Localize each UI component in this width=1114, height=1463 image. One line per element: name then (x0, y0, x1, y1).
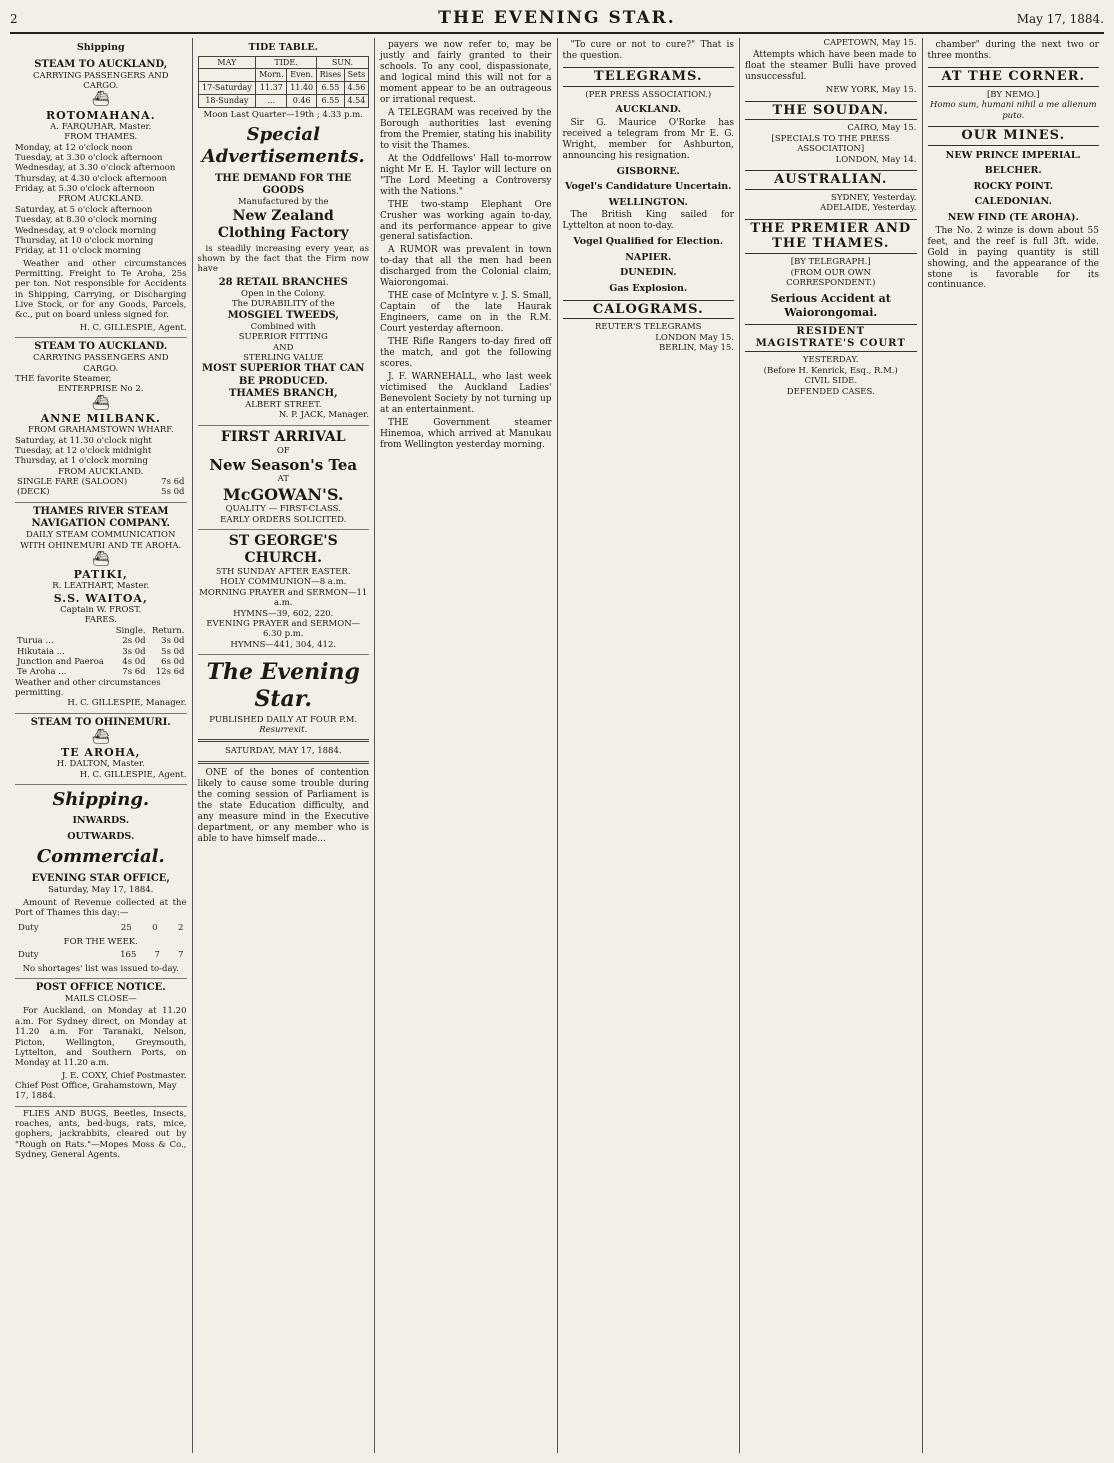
column-4: "To cure or not to cure?" That is the question. TELEGRAMS. (PER PRESS ASSOCIATION.) AUCKLAND. Sir G. Maurice O'Rorke has received a telegram from Mr E. G. Wright, member for Ashburton, announcing his resignation. GISBORNE. Vogel's Candidature Uncertain. WELLINGTON. The British King sailed for Lyttelton at noon to-day. Vogel Qualified for Election. NAPIER. DUNEDIN. Gas Explosion. CALOGRAMS. REUTER'S TELEGRAMS LONDON May 15. BERLIN, May 15. (558, 38, 741, 1453)
steamship-icon: ⛴ (91, 91, 110, 108)
column-2: TIDE TABLE. MAY TIDE. SUN. Morn. Even. Rises Sets 17-Saturday 11.37 11.40 6.55 4.56 18-Sunday ... 0.46 6.55 4.54 Moon Last Quarter—19th ; 4.33 p.m. Special Advertisements. THE DEMAND FOR THE GOODS Manufactured by the New Zealand Clothing Factory is steadily increasing every year, as shown by the fact that the Firm now have 28 RETAIL BRANCHES Open in the Colony. The DURABILITY of the MOSGIEL TWEEDS, Combined with SUPERIOR FITTING AND STERLING VALUE MOST SUPERIOR THAT CAN BE PRODUCED. THAMES BRANCH, ALBERT STREET. N. P. JACK, Manager. FIRST ARRIVAL OF New Season's Tea AT McGOWAN'S. QUALITY — FIRST-CLASS. EARLY ORDERS SOLICITED. ST GEORGE'S CHURCH. 5TH SUNDAY AFTER EASTER. HOLY COMMUNION—8 a.m. MORNING PRAYER and SERMON—11 a.m. HYMNS—39, 602, 220. EVENING PRAYER and SERMON—6.30 p.m. HYMNS—441, 304, 412. The Evening Star. PUBLISHED DAILY AT FOUR P.M. Resurrexit. SATURDAY, MAY 17, 1884. ONE of the bones of contention likely to cause some trouble during the coming session of Parliament is the state Education difficulty, and any measure mind in the Executive department, or any member who is able to have himself made... (193, 38, 376, 1453)
table-row: Junction and Paeroa 4s 0d 6s 0d (17, 656, 185, 667)
column-6: chamber" during the next two or three months. AT THE CORNER. [BY NEMO.] Homo sum, humani nihil a me alienum puto. OUR MINES. NEW PRINCE IMPERIAL. BELCHER. ROCKY POINT. CALEDONIAN. NEW FIND (TE AROHA). The No. 2 winze is down about 55 feet, and the reef is full 3ft. wide. Gold in paying quantity is still showing, and the appearance of the stone is favorable for its continuance. (927, 40, 1099, 291)
fares-table: Single. Return. Turua ... 2s 0d 3s 0d Hikutaia ... 3s 0d 5s 0d Junction and Paeroa 4s 0d 6s 0d Te Aroha ... 7s 6d 12s 6d (17, 625, 185, 678)
commercial-section-title: Commercial. (36, 846, 165, 868)
masthead (10, 8, 1104, 34)
tide-table: MAY TIDE. SUN. Morn. Even. Rises Sets 17-Saturday 11.37 11.40 6.55 4.56 18-Sunday ... 0.46 6.55 4.54 (198, 56, 370, 108)
rotomahana-ad: STEAM TO AUCKLAND, CARRYING PASSENGERS AND CARGO. ⛴ ROTOMAHANA. A. FARQUHAR, Master. FROM THAMES. Monday, at 12 o'clock noon Tuesday, at 3.30 o'clock afternoon Wednesday, at 3.30 o'clock afternoon Thursday, at 4.30 o'clock afternoon Friday, at 5.30 o'clock afternoon FROM AUCKLAND. Saturday, at 5 o'clock afternoon Tuesday, at 8.30 o'clock morning Wednesday, at 9 o'clock morning Thursday, at 10 o'clock morning Friday, at 11 o'clock morning Weather and other circumstances Permitting. Freight to Te Aroha, 25s per ton. Not responsible for Accidents in Shipping, Carrying, or Discharging Live Stock, or for any Goods, Parcels, &c., put on board unless signed for. H. C. GILLESPIE, Agent. (15, 56, 187, 339)
shipping-heading: Shipping (76, 42, 125, 53)
premier-thames-heading: THE PREMIER AND THE THAMES. (745, 219, 917, 255)
rough-on-rats-ad: FLIES AND BUGS, Beetles, Insects, roaches, ants, bed-bugs, rats, mice, gophers, jackrabbits, cleared out by "Rough on Rats."—Mopes Moss & Co., Sydney, General Agents. (15, 1108, 187, 1161)
issue-date: May 17, 1884. (1016, 12, 1104, 26)
steamship-icon: ⛴ (91, 550, 110, 567)
shipping-section-title: Shipping. (52, 789, 150, 811)
nz-clothing-ad: THE DEMAND FOR THE GOODS Manufactured by the New Zealand Clothing Factory is steadily increasing every year, as shown by the fact that the Firm now have 28 RETAIL BRANCHES Open in the Colony. The DURABILITY of the MOSGIEL TWEEDS, Combined with SUPERIOR FITTING AND STERLING VALUE MOST SUPERIOR THAT CAN BE PRODUCED. THAMES BRANCH, ALBERT STREET. N. P. JACK, Manager. (198, 170, 370, 426)
st-georges-church-ad: ST GEORGE'S CHURCH. 5TH SUNDAY AFTER EASTER. HOLY COMMUNION—8 a.m. MORNING PRAYER and SERMON—11 a.m. HYMNS—39, 602, 220. EVENING PRAYER and SERMON—6.30 p.m. HYMNS—441, 304, 412. (198, 530, 370, 655)
mcgowan-tea-ad: FIRST ARRIVAL OF New Season's Tea AT McGOWAN'S. QUALITY — FIRST-CLASS. EARLY ORDERS SOLICITED. (198, 426, 370, 530)
patiki-ad: THAMES RIVER STEAM NAVIGATION COMPANY. DAILY STEAM COMMUNICATION WITH OHINEMURI AND TE AROHA. ⛴ PATIKI, R. LEATHART, Master. S.S. WAITOA, Captain W. FROST. FARES. Single. Return. Turua ... 2s 0d 3s 0d Hikutaia ... 3s 0d 5s 0d Junction and Paeroa 4s 0d 6s 0d Te Aroha ... 7s 6d 12s 6d Weather and other circumstances permitting. H. C. GILLESPIE, Manager. (15, 503, 187, 714)
table-row: Te Aroha ... 7s 6d 12s 6d (17, 667, 185, 678)
steamship-icon: ⛴ (91, 728, 110, 745)
australian-heading: AUSTRALIAN. (745, 170, 917, 190)
column-5: CAPETOWN, May 15. Attempts which have been made to float the steamer Bulli have proved unsuccessful. NEW YORK, May 15. THE SOUDAN. CAIRO, May 15. [SPECIALS TO THE PRESS ASSOCIATION] LONDON, May 14. AUSTRALIAN. SYDNEY, Yesterday. ADELAIDE, Yesterday. THE PREMIER AND THE THAMES. [BY TELEGRAPH.] (FROM OUR OWN CORRESPONDENT.) Serious Accident at Waiorongomai. RESIDENT MAGISTRATE'S COURT YESTERDAY. (Before H. Kenrick, Esq., R.M.) CIVIL SIDE. DEFENDED CASES. (740, 38, 923, 1453)
column-3: payers we now refer to, may be justly and fairly granted to their schools. To any cool, dispassionate, and logical mind this will not for a moment appear to be an outrageous or irrational request. A TELEGRAM was received by the Borough authorities last evening from the Premier, stating his inability to visit the Thames. At the Oddfellows' Hall to-morrow night Mr E. H. Taylor will lecture on "The Lord Meeting a Controversy with the Nations." THE two-stamp Elephant Ore Crusher was working again to-day, and its performance appear to give general satisfaction. A RUMOR was prevalent in town to-day that all the men had been discharged from the Colonial claim, Waiorongomai. THE case of McIntyre v. J. S. Small, Captain of the late Haurak Engineers, came on in the R.M. Court yesterday afternoon. THE Rifle Rangers to-day fired off the match, and got the following scores. J. F. WARNEHALL, who last week victimised the Auckland Ladies' Benevolent Society by not turning up at an entertainment. THE Government steamer Hinemoa, which arrived at Manukau from Wellington yesterday morning. (375, 38, 558, 1453)
table-row: 17-Saturday 11.37 11.40 6.55 4.56 (198, 82, 369, 95)
resident-magistrate-heading: RESIDENT MAGISTRATE'S COURT (745, 324, 917, 352)
at-the-corner-heading: AT THE CORNER. (928, 67, 1100, 87)
table-row: 18-Sunday ... 0.46 6.55 4.54 (198, 94, 369, 107)
ohinemuri-ad: STEAM TO OHINEMURI. ⛴ TE AROHA, H. DALTON, Master. H. C. GILLESPIE, Agent. (15, 714, 187, 785)
our-mines-heading: OUR MINES. (928, 126, 1100, 146)
editorial-dateline: SATURDAY, MAY 17, 1884. (224, 746, 342, 757)
table-row: Hikutaia ... 3s 0d 5s 0d (17, 646, 185, 657)
telegrams-heading: TELEGRAMS. (563, 67, 735, 87)
single-fare-table: SINGLE FARE (SALOON) 7s 6d (DECK) 5s 0d (17, 477, 185, 498)
calograms-heading: CALOGRAMS. (563, 300, 735, 320)
page-number: 2 (10, 12, 18, 26)
paper-nameplate: The Evening Star. (206, 658, 360, 712)
steamship-icon: ⛴ (91, 394, 110, 411)
newspaper-title: THE EVENING STAR. (438, 8, 676, 28)
post-office-notice: POST OFFICE NOTICE. MAILS CLOSE— For Auckland, on Monday at 11.20 a.m. For Sydney direct, on Monday at 11.20 a.m. For Taranaki, Nelson, Picton, Wellington, Greymouth, Lyttelton, and Southern Ports, on Monday at 11.20 a.m. J. E. COXY, Chief Postmaster. Chief Post Office, Grahamstown, May 17, 1884. (15, 979, 187, 1107)
anne-milbank-ad: STEAM TO AUCKLAND. CARRYING PASSENGERS AND CARGO. THE favorite Steamer, ENTERPRISE No 2. ⛴ ANNE MILBANK. FROM GRAHAMSTOWN WHARF. Saturday, at 11.30 o'clock night Tuesday, at 12 o'clock midnight Thursday, at 1 o'clock morning FROM AUCKLAND. SINGLE FARE (SALOON) 7s 6d (DECK) 5s 0d (15, 338, 187, 503)
soudan-heading: THE SOUDAN. (745, 101, 917, 121)
revenue-notice: EVENING STAR OFFICE, Saturday, May 17, 1884. Amount of Revenue collected at the Port of Thames this day:— Duty 25 0 2 FOR THE WEEK. Duty 165 7 7 No shortages' list was issued to-day. (15, 870, 187, 979)
leader-article: ONE of the bones of contention likely to cause some trouble during the coming session of Parliament is the state Education difficulty, and any measure mind in the Executive department, or any member who is able to have himself made... (197, 767, 369, 844)
special-advertisements-title: Special Advertisements. (201, 123, 365, 167)
table-row: Turua ... 2s 0d 3s 0d (17, 636, 185, 647)
column-1: Shipping STEAM TO AUCKLAND, CARRYING PASSENGERS AND CARGO. ⛴ ROTOMAHANA. A. FARQUHAR, Master. FROM THAMES. Monday, at 12 o'clock noon Tuesday, at 3.30 o'clock afternoon Wednesday, at 3.30 o'clock afternoon Thursday, at 4.30 o'clock afternoon Friday, at 5.30 o'clock afternoon FROM AUCKLAND. Saturday, at 5 o'clock afternoon Tuesday, at 8.30 o'clock morning Wednesday, at 9 o'clock morning Thursday, at 10 o'clock morning Friday, at 11 o'clock morning Weather and other circumstances Permitting. Freight to Te Aroha, 25s per ton. Not responsible for Accidents in Shipping, Carrying, or Discharging Live Stock, or for any Goods, Parcels, &c., put on board unless signed for. H. C. GILLESPIE, Agent. STEAM TO AUCKLAND. CARRYING PASSENGERS AND CARGO. THE favorite Steamer, ENTERPRISE No 2. ⛴ ANNE MILBANK. FROM GRAHAMSTOWN WHARF. Saturday, at 11.30 o'clock night Tuesday, at 12 o'clock midnight Thursday, at 1 o'clock morning FROM AUCKLAND. SINGLE FARE (SALOON) 7s 6d (DECK) 5s 0d THAMES RIVER STEAM NAVIGATION COMPANY. DAILY STEAM COMMUNICATION WITH OHINEMURI AND TE AROHA. ⛴ PATIKI, R. LEATHART, Master. S.S. WAITOA, Captain W. FROST. FARES. Single. Return. Turua ... 2s 0d 3s 0d Hikutaia ... 3s 0d 5s 0d Junction and Paeroa 4s 0d 6s 0d Te Aroha ... 7s 6d 12s 6d Weather and other circumstances permitting. H. C. GILLESPIE, Manager. STEAM TO OHINEMURI. ⛴ TE AROHA, H. DALTON, Master. H. C. GILLESPIE, Agent. Shipping. INWARDS. OUTWARDS. Commercial. EVENING STAR OFFICE, Saturday, May 17, 1884. Amount of Revenue collected at the Port of Thames this day:— Duty 25 0 2 FOR THE WEEK. Duty 165 7 7 No shortages' list was issued to-day. POST OFFICE NOTICE. MAILS CLOSE— For Auckland, on Monday at 11.20 a.m. For Sydney direct, on Monday at 11.20 a.m. For Taranaki, Nelson, Picton, Wellington, Greymouth, Lyttelton, and Southern Ports, on Monday at 11.20 a.m. J. E. COXY, Chief Postmaster. Chief Post Office, Grahamstown, May 17, 1884. FLIES AND BUGS, Beetles, Insects, roaches, ants, bed-bugs, rats, mice, gophers, jackrabbits, cleared out by "Rough on Rats."—Mopes Moss & Co., Sydney, General Agents. (10, 38, 193, 1453)
